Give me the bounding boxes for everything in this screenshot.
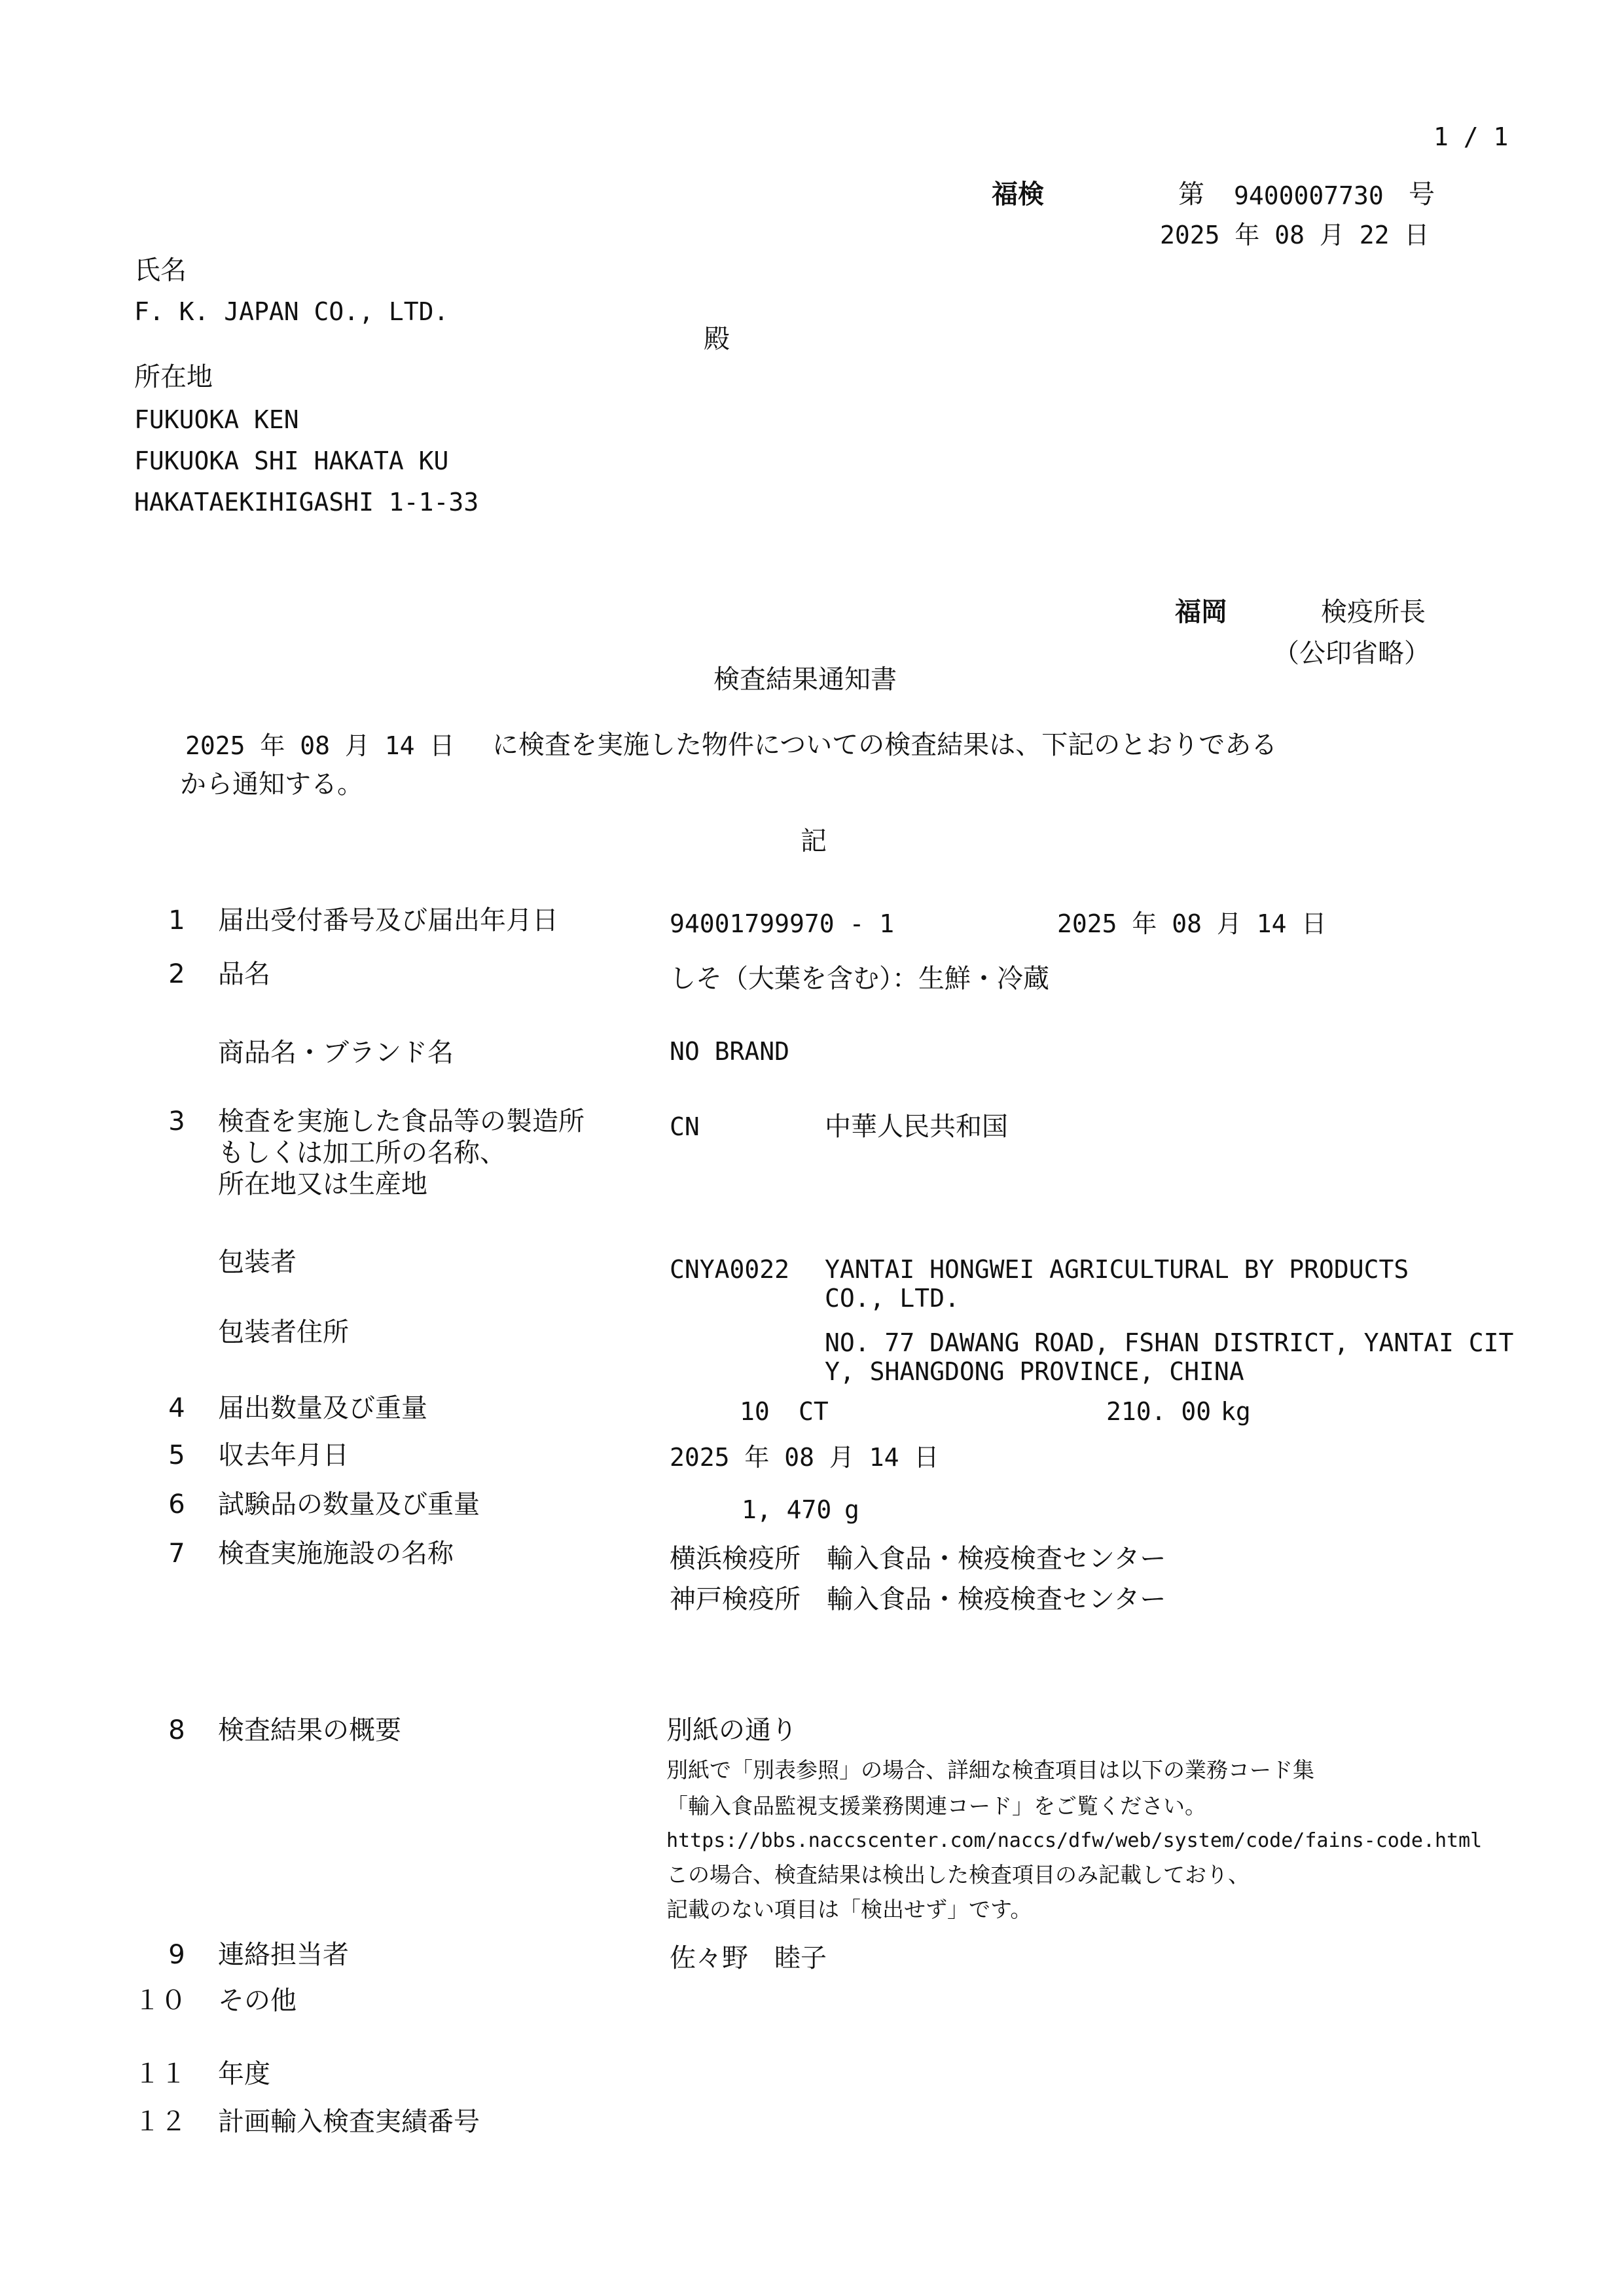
item-8-note-3: この場合、検査結果は検出した検査項目のみ記載しており、: [666, 1862, 1250, 1887]
item-5-label: 収去年月日: [218, 1440, 349, 1470]
packer-name-line-1: YANTAI HONGWEI AGRICULTURAL BY PRODUCTS: [825, 1255, 1409, 1284]
item-12-label: 計画輸入検査実績番号: [218, 2107, 480, 2137]
item-5-number: 5: [168, 1440, 185, 1470]
issue-date: 2025 年 08 月 22 日: [1160, 221, 1430, 249]
number-suffix: 号: [1409, 179, 1435, 210]
item-4-weight: 210. 00: [1106, 1397, 1212, 1426]
intro-date: 2025 年 08 月 14 日: [185, 731, 455, 760]
address-label: 所在地: [134, 362, 213, 392]
item-3-label-line-1: 検査を実施した食品等の製造所: [218, 1106, 585, 1137]
item-6-label: 試験品の数量及び重量: [218, 1489, 480, 1520]
item-5-date: 2025 年 08 月 14 日: [670, 1443, 939, 1472]
item-2-value: しそ（大葉を含む）：生鮮・冷蔵: [670, 964, 1049, 994]
item-3-country: 中華人民共和国: [825, 1112, 1008, 1142]
item-8-note-4: 記載のない項目は「検出せず」です。: [666, 1897, 1032, 1922]
item-1-label: 届出受付番号及び届出年月日: [218, 905, 558, 936]
address-line-3: HAKATAEKIHIGASHI 1-1-33: [134, 488, 479, 517]
seal-note: （公印省略）: [1273, 638, 1430, 668]
brand-value: NO BRAND: [670, 1037, 790, 1066]
item-4-weight-unit: kg: [1221, 1397, 1251, 1426]
item-3-number: 3: [168, 1106, 185, 1137]
office-prefix: 福検: [992, 179, 1044, 210]
item-7-facility-1: 横浜検疫所 輸入食品・検疫検査センター: [670, 1544, 1166, 1574]
item-6-number: 6: [168, 1489, 185, 1520]
item-7-label: 検査実施施設の名称: [218, 1539, 454, 1569]
item-11-number: １１: [134, 2059, 187, 2089]
packer-code: CNYA0022: [670, 1255, 790, 1284]
item-1-date: 2025 年 08 月 14 日: [1057, 909, 1327, 938]
item-8-label: 検査結果の概要: [218, 1715, 401, 1745]
item-9-label: 連絡担当者: [218, 1940, 349, 1970]
packer-address-line-2: Y, SHANGDONG PROVINCE, CHINA: [825, 1357, 1244, 1386]
item-12-number: １２: [134, 2107, 187, 2137]
name-label: 氏名: [134, 255, 187, 285]
item-3-country-code: CN: [670, 1112, 700, 1141]
issuer-office: 福岡: [1175, 597, 1227, 627]
address-line-2: FUKUOKA SHI HAKATA KU: [134, 446, 449, 475]
item-7-number: 7: [168, 1539, 185, 1569]
issuer-title: 検疫所長: [1321, 597, 1426, 627]
page-number: 1 / 1: [1433, 122, 1509, 151]
reference-number: 9400007730: [1234, 181, 1384, 210]
item-4-label: 届出数量及び重量: [218, 1393, 427, 1423]
item-2-number: 2: [168, 959, 185, 989]
item-6-unit: g: [844, 1495, 859, 1524]
honorific: 殿: [704, 324, 730, 354]
intro-text-1: に検査を実施した物件についての検査結果は、下記のとおりである: [492, 730, 1278, 760]
item-8-note-2: 「輸入食品監視支援業務関連コード」をご覧ください。: [666, 1793, 1206, 1819]
brand-label: 商品名・ブランド名: [218, 1038, 454, 1068]
item-1-number: 1: [168, 905, 185, 936]
item-3-label-line-2: もしくは加工所の名称、: [218, 1138, 506, 1168]
packer-address-label: 包装者住所: [218, 1317, 349, 1347]
item-11-label: 年度: [218, 2059, 270, 2089]
item-6-value: 1, 470: [742, 1495, 832, 1524]
ki-heading: 記: [801, 826, 827, 856]
item-3-label-line-3: 所在地又は生産地: [218, 1169, 427, 1199]
packer-address-line-1: NO. 77 DAWANG ROAD, FSHAN DISTRICT, YANTAI CIT: [825, 1328, 1514, 1357]
item-4-quantity: 10: [740, 1397, 770, 1426]
item-4-number: 4: [168, 1393, 185, 1423]
item-1-value: 94001799970 - 1: [670, 909, 895, 938]
address-line-1: FUKUOKA KEN: [134, 405, 299, 434]
item-8-value: 別紙の通り: [666, 1715, 797, 1745]
item-4-quantity-unit: CT: [799, 1397, 829, 1426]
number-prefix: 第: [1178, 179, 1204, 210]
intro-text-2: から通知する。: [180, 769, 363, 799]
item-10-label: その他: [218, 1986, 297, 2016]
document-title: 検査結果通知書: [713, 665, 897, 695]
item-8-number: 8: [168, 1715, 185, 1745]
item-2-label: 品名: [218, 959, 270, 989]
item-10-number: １０: [134, 1986, 187, 2016]
item-7-facility-2: 神戸検疫所 輸入食品・検疫検査センター: [670, 1584, 1166, 1614]
packer-label: 包装者: [218, 1247, 297, 1277]
packer-name-line-2: CO., LTD.: [825, 1284, 960, 1313]
item-8-note-1: 別紙で「別表参照」の場合、詳細な検査項目は以下の業務コード集: [666, 1757, 1314, 1783]
item-8-code-url[interactable]: https://bbs.naccscenter.com/naccs/dfw/web/system/code/fains-code.html: [666, 1829, 1483, 1852]
recipient-name: F. K. JAPAN CO., LTD.: [134, 297, 449, 326]
item-9-number: 9: [168, 1940, 185, 1970]
item-9-contact: 佐々野 睦子: [670, 1943, 827, 1973]
